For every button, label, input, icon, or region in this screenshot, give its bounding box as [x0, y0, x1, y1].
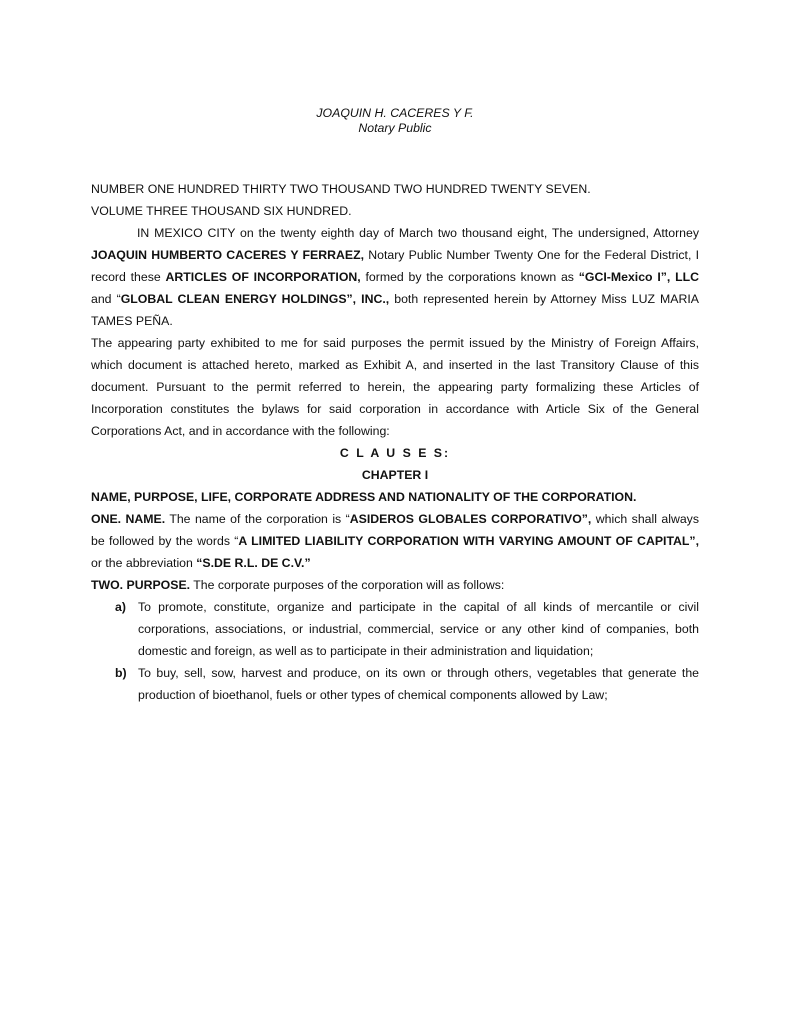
chapter-title: NAME, PURPOSE, LIFE, CORPORATE ADDRESS AND NATIONALITY OF THE CORPORATION. — [91, 490, 637, 504]
list-item — [91, 662, 699, 706]
opening-text-1: IN MEXICO CITY on the twenty eighth day of March two thousand eight, The undersigned, Attorney — [137, 226, 699, 240]
notary-full-name: JOAQUIN HUMBERTO CACERES Y FERRAEZ, — [91, 248, 365, 262]
list-item-text: To buy, sell, sow, harvest and produce, on its own or through others, vegetables that generate the production of bioethanol, fuels or other types of chemical components allowed by Law; — [138, 666, 699, 702]
notary-name: JOAQUIN H. CACERES Y F. — [316, 106, 474, 120]
list-item-text: To promote, constitute, organize and participate in the capital of all kinds of mercantile or civil corporations, associations, or industrial, commercial, service or any other kind of companies, both domestic and foreign, as well as to participate in their administration and liquidation; — [138, 600, 699, 658]
opening-paragraph — [91, 222, 699, 332]
opening-text-3: formed by the corporations known as — [360, 270, 579, 284]
clause-two-text: The corporate purposes of the corporation will as follows: — [190, 578, 505, 592]
clause-one-text-2: which shall always be followed by the words “ — [91, 512, 699, 548]
corporation-name: ASIDEROS GLOBALES CORPORATIVO”, — [349, 512, 592, 526]
corporation-type: A LIMITED LIABILITY CORPORATION WITH VARYING AMOUNT OF CAPITAL”, — [238, 534, 699, 548]
opening-text-4: and “ — [91, 292, 121, 306]
clauses-heading: C L A U S E S: — [339, 446, 451, 460]
corporation-abbreviation: “S.DE R.L. DE C.V.” — [196, 556, 311, 570]
list-marker: b) — [115, 666, 127, 680]
list-item — [91, 596, 699, 662]
clause-one-text-3: or the abbreviation — [91, 556, 197, 570]
clause-one-text-1: The name of the corporation is “ — [165, 512, 350, 526]
permit-paragraph: The appearing party exhibited to me for said purposes the permit issued by the Ministry of Foreign Affairs, which document is attached hereto, marked as Exhibit A, and inserted in the last Transitory Clause of this document. Pursuant to the permit referred to herein, the appearing party formalizing these Articles of Incorporation constitutes the bylaws for said corporation in accordance with Article Six of the General Corporations Act, and in accordance with the following: — [91, 336, 699, 438]
corporation-gci-mexico: “GCI-Mexico I”, LLC — [578, 270, 699, 284]
opening-text-2: Notary Public Number Twenty One for the Federal District, I record these — [91, 248, 699, 284]
clause-two — [91, 574, 699, 596]
clause-two-label: TWO. PURPOSE. — [91, 578, 191, 592]
document-body — [91, 178, 699, 706]
list-marker: a) — [115, 600, 126, 614]
clause-one-label: ONE. NAME. — [91, 512, 166, 526]
opening-text-5: both represented herein by Attorney Miss LUZ MARIA TAMES PEÑA. — [91, 292, 699, 328]
articles-of-incorporation: ARTICLES OF INCORPORATION, — [165, 270, 361, 284]
notary-header — [0, 106, 790, 136]
corporation-global-clean-energy: GLOBAL CLEAN ENERGY HOLDINGS”, INC., — [120, 292, 390, 306]
notary-title: Notary Public — [358, 121, 432, 135]
number-line: NUMBER ONE HUNDRED THIRTY TWO THOUSAND TWO HUNDRED TWENTY SEVEN. — [91, 182, 591, 196]
volume-line: VOLUME THREE THOUSAND SIX HUNDRED. — [91, 204, 352, 218]
chapter-heading: CHAPTER I — [361, 468, 429, 482]
clause-one — [91, 508, 699, 574]
